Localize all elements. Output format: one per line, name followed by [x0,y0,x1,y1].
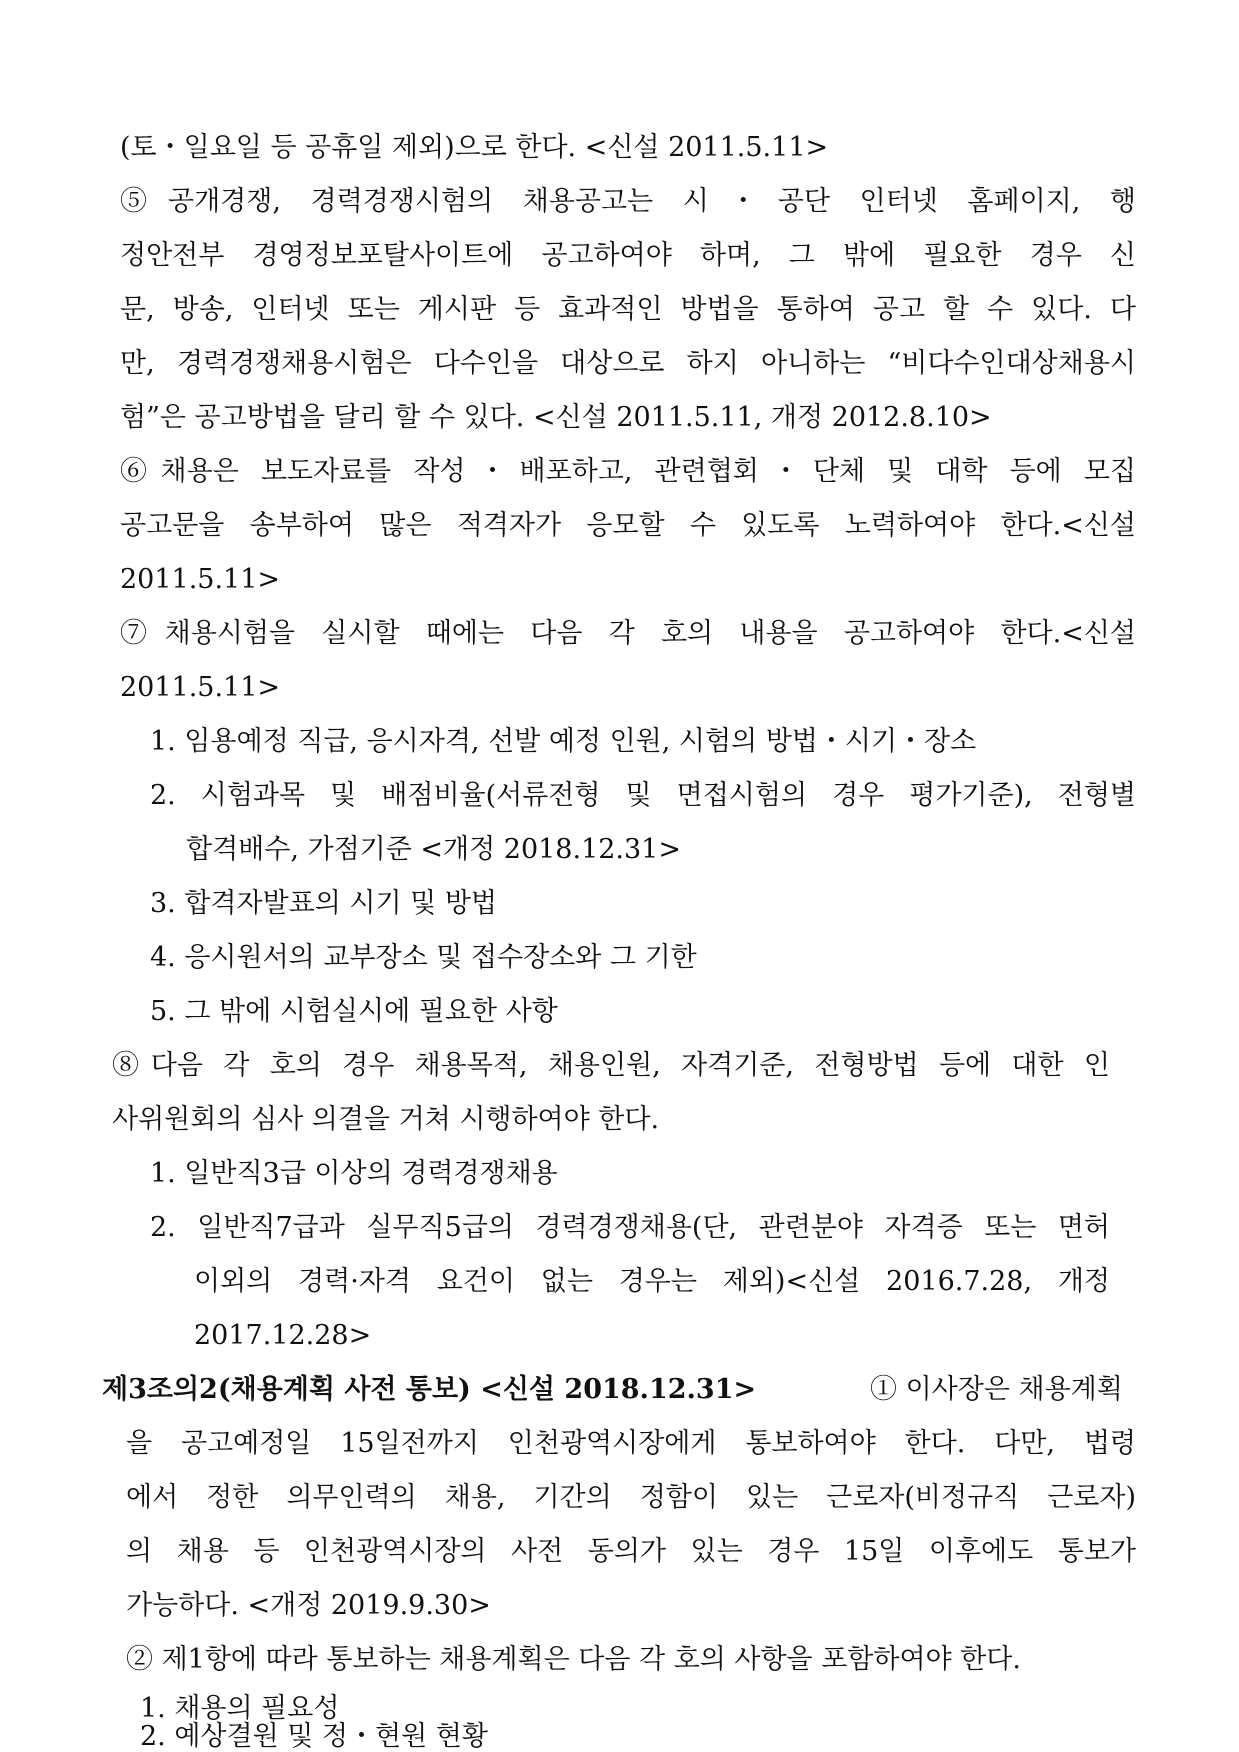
paragraph-6-line: 2011.5.11> [120,564,281,595]
list-item: 3. 합격자발표의 시기 및 방법 [150,888,497,919]
article-text-line: 에서 정한 의무인력의 채용, 기간의 정함이 있는 근로자(비정규직 근로자) [126,1482,1136,1513]
paragraph-7-line: 2011.5.11> [120,672,281,703]
list-item: 2. 시험과목 및 배점비율(서류전형 및 면접시험의 경우 평가기준), 전형별 [150,780,1136,811]
paragraph-6-line: ⑥채용은 보도자료를 작성・배포하고, 관련협회・단체 및 대학 등에 모집 [120,456,1136,487]
paragraph-6-line: 공고문을 송부하여 많은 적격자가 응모할 수 있도록 노력하여야 한다.<신설 [120,510,1136,541]
paragraph-8-line: ⑧다음 각 호의 경우 채용목적, 채용인원, 자격기준, 전형방법 등에 대한 인 [112,1050,1110,1081]
article-text-line: 의 채용 등 인천광역시장의 사전 동의가 있는 경우 15일 이후에도 통보가 [126,1536,1136,1567]
article-text-line: ② 제1항에 따라 통보하는 채용계획은 다음 각 호의 사항을 포함하여야 한다. [126,1644,1021,1675]
list-item: 4. 응시원서의 교부장소 및 접수장소와 그 기한 [150,942,697,973]
paragraph-7-line: ⑦채용시험을 실시할 때에는 다음 각 호의 내용을 공고하여야 한다.<신설 [120,618,1136,649]
list-item: 5. 그 밖에 시험실시에 필요한 사항 [150,996,558,1027]
article-text-line: ① 이사장은 채용계획 [870,1374,1123,1405]
article-text-line: 을 공고예정일 15일전까지 인천광역시장에게 통보하여야 한다. 다만, 법령 [126,1428,1136,1459]
article-heading: 제3조의2(채용계획 사전 통보) <신설 2018.12.31> [102,1374,757,1405]
text-line: (토・일요일 등 공휴일 제외)으로 한다. <신설 2011.5.11> [120,132,829,163]
paragraph-5-line: 문, 방송, 인터넷 또는 게시판 등 효과적인 방법을 통하여 공고 할 수 있다. 다 [120,294,1136,325]
list-item: 1. 임용예정 직급, 응시자격, 선발 예정 인원, 시험의 방법・시기・장소 [150,726,977,757]
list-item: 2. 일반직7급과 실무직5급의 경력경쟁채용(단, 관련분야 자격증 또는 면허 [150,1212,1110,1243]
paragraph-5-line: 정안전부 경영정보포탈사이트에 공고하여야 하며, 그 밖에 필요한 경우 신 [120,240,1136,271]
paragraph-5-line: 만, 경력경쟁채용시험은 다수인을 대상으로 하지 아니하는 “비다수인대상채용시 [120,348,1136,379]
list-item: 2. 예상결원 및 정・현원 현황 [140,1721,488,1752]
article-text-line: 가능하다. <개정 2019.9.30> [126,1590,491,1621]
list-item: 1. 채용의 필요성 [140,1693,340,1724]
list-item-continuation: 2017.12.28> [194,1320,372,1351]
list-item-continuation: 합격배수, 가점기준 <개정 2018.12.31> [186,834,681,865]
paragraph-5-line: ⑤공개경쟁, 경력경쟁시험의 채용공고는 시・공단 인터넷 홈페이지, 행 [120,186,1136,217]
paragraph-8-line: 사위원회의 심사 의결을 거쳐 시행하여야 한다. [112,1104,660,1135]
paragraph-5-line: 험”은 공고방법을 달리 할 수 있다. <신설 2011.5.11, 개정 2012.8.10> [120,402,992,433]
list-item-continuation: 이외의 경력·자격 요건이 없는 경우는 제외)<신설 2016.7.28, 개정 [194,1266,1110,1297]
list-item: 1. 일반직3급 이상의 경력경쟁채용 [150,1158,558,1189]
